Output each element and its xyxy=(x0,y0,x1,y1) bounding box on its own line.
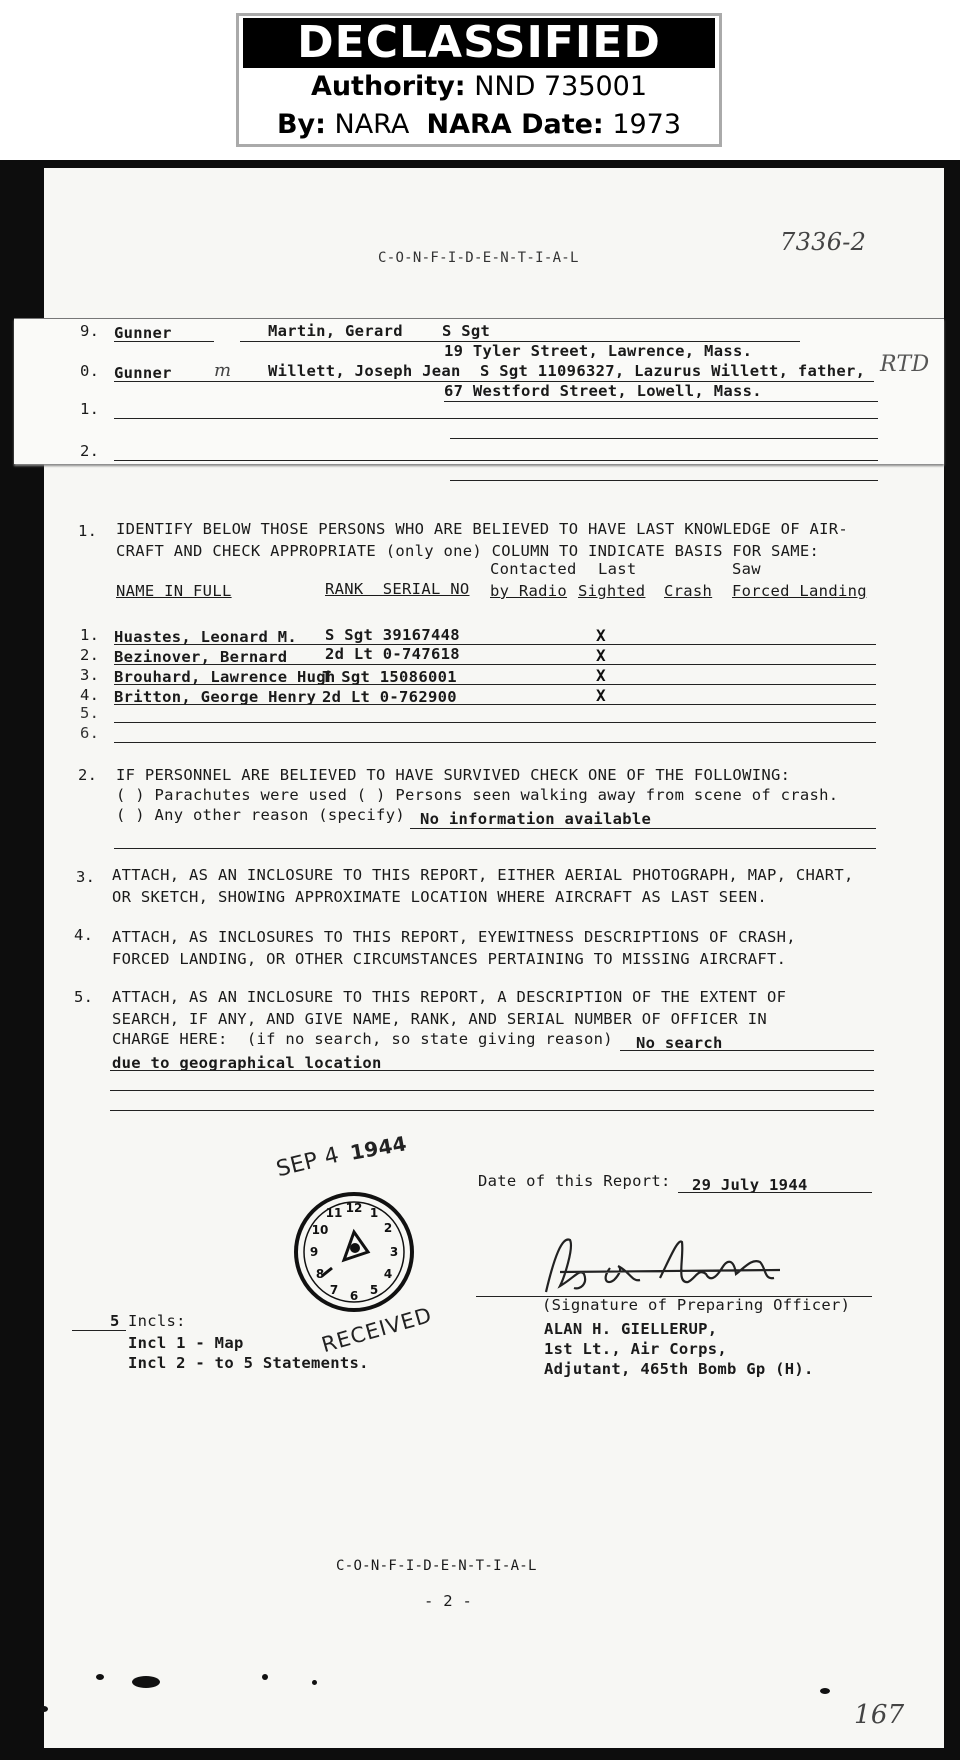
handwritten-page-number: 167 xyxy=(854,1700,905,1730)
rule xyxy=(114,644,876,645)
officer-signature xyxy=(540,1228,800,1298)
rule xyxy=(444,401,878,402)
row-num-5: 5. xyxy=(80,704,100,722)
col-radio-top: Contacted xyxy=(490,560,577,578)
scan-speck xyxy=(312,1680,317,1685)
rule xyxy=(114,418,878,419)
section5-line2: SEARCH, IF ANY, AND GIVE NAME, RANK, AND SERIAL NUMBER OF OFFICER IN xyxy=(112,1010,767,1028)
section5-answer1: No search xyxy=(636,1034,723,1052)
rule xyxy=(114,381,874,382)
nara-date-value: 1973 xyxy=(612,109,682,140)
row-rank-4: 2d Lt 0-762900 xyxy=(322,688,457,706)
section5-line1: ATTACH, AS AN INCLOSURE TO THIS REPORT, A DESCRIPTION OF THE EXTENT OF xyxy=(112,988,787,1006)
row-num-3: 3. xyxy=(80,666,100,684)
crew-num-12: 2. xyxy=(80,442,100,460)
rule xyxy=(110,1110,874,1111)
authority-value: NND 735001 xyxy=(474,71,648,102)
incl-count: 5 xyxy=(110,1312,120,1330)
officer-name: ALAN H. GIELLERUP, xyxy=(544,1320,718,1338)
by-label: By: xyxy=(276,109,326,140)
crew-note-10: RTD xyxy=(880,352,930,377)
by-value: NARA xyxy=(334,109,410,140)
rule xyxy=(114,742,876,743)
crew-name-10: Willett, Joseph Jean xyxy=(268,362,461,380)
row-name-1: Huastes, Leonard M. xyxy=(114,628,298,646)
declassified-stamp xyxy=(236,13,722,147)
row-num-4: 4. xyxy=(80,686,100,704)
crew-rank-serial-10: S Sgt 11096327, Lazurus Willett, father, xyxy=(480,362,866,380)
svg-text:6: 6 xyxy=(349,1289,359,1303)
svg-text:1: 1 xyxy=(369,1206,379,1220)
svg-text:9: 9 xyxy=(309,1245,319,1259)
col-radio: by Radio xyxy=(490,582,568,600)
classification-top: C-O-N-F-I-D-E-N-T-I-A-L xyxy=(378,250,579,266)
section1-line1: IDENTIFY BELOW THOSE PERSONS WHO ARE BELIEVED TO HAVE LAST KNOWLEDGE OF AIR- xyxy=(116,520,849,538)
row-name-4: Britton, George Henry xyxy=(114,688,317,706)
section2-line1: IF PERSONNEL ARE BELIEVED TO HAVE SURVIVED CHECK ONE OF THE FOLLOWING: xyxy=(116,766,791,784)
col-forced: Forced Landing xyxy=(732,582,867,600)
scan-speck xyxy=(132,1676,160,1688)
section4-line2: FORCED LANDING, OR OTHER CIRCUMSTANCES PERTAINING TO MISSING AIRCRAFT. xyxy=(112,950,787,968)
col-sighted-top: Last xyxy=(598,560,637,578)
section2-line3: ( ) Any other reason (specify) xyxy=(116,806,405,824)
svg-text:11: 11 xyxy=(325,1206,343,1220)
received-date: SEP 4 xyxy=(273,1142,342,1183)
row-num-6: 6. xyxy=(80,724,100,742)
svg-text:3: 3 xyxy=(389,1245,399,1259)
rule xyxy=(678,1192,872,1193)
svg-text:7: 7 xyxy=(329,1283,339,1297)
svg-text:4: 4 xyxy=(383,1267,393,1281)
row-mark-2: X xyxy=(596,646,606,665)
section4-num: 4. xyxy=(74,926,94,944)
section2-answer: No information available xyxy=(420,810,652,828)
section5-answer2: due to geographical location xyxy=(112,1054,382,1072)
scan-speck xyxy=(820,1688,830,1694)
section3-line2: OR SKETCH, SHOWING APPROXIMATE LOCATION WHERE AIRCRAFT AS LAST SEEN. xyxy=(112,888,767,906)
received-year: 1944 xyxy=(348,1131,409,1165)
received-word: RECEIVED xyxy=(318,1302,435,1358)
incl-2: Incl 2 - to 5 Statements. xyxy=(128,1354,369,1372)
authority-line xyxy=(239,68,719,106)
rule xyxy=(114,341,214,342)
rule xyxy=(240,341,800,342)
row-mark-3: X xyxy=(596,666,606,685)
col-forced-top: Saw xyxy=(732,560,761,578)
section2-num: 2. xyxy=(78,766,98,784)
rule xyxy=(110,1090,874,1091)
crew-num-10: 0. xyxy=(80,362,100,380)
row-name-3: Brouhard, Lawrence Hugh xyxy=(114,668,336,686)
rule xyxy=(620,1050,874,1051)
crew-rank-9: S Sgt xyxy=(442,322,491,340)
handwritten-file-number: 7336-2 xyxy=(780,228,867,256)
scan-speck xyxy=(262,1674,268,1680)
incl-1: Incl 1 - Map xyxy=(128,1334,244,1352)
rule xyxy=(114,722,876,723)
section1-num: 1. xyxy=(78,522,98,540)
clock-stamp-icon xyxy=(292,1190,416,1314)
rule xyxy=(410,828,876,829)
rule xyxy=(72,1330,126,1331)
signature-caption: (Signature of Preparing Officer) xyxy=(542,1296,851,1314)
rule xyxy=(114,684,876,685)
crew-position-9: Gunner xyxy=(114,324,172,342)
officer-title: Adjutant, 465th Bomb Gp (H). xyxy=(544,1360,814,1378)
rule xyxy=(110,1070,874,1071)
classification-bottom: C-O-N-F-I-D-E-N-T-I-A-L xyxy=(336,1558,537,1574)
col-sighted: Sighted xyxy=(578,582,646,600)
section3-line1: ATTACH, AS AN INCLOSURE TO THIS REPORT, EITHER AERIAL PHOTOGRAPH, MAP, CHART, xyxy=(112,866,854,884)
by-line xyxy=(239,106,719,144)
page-number: - 2 - xyxy=(424,1592,473,1610)
row-name-2: Bezinover, Bernard xyxy=(114,648,288,666)
row-mark-4: X xyxy=(596,686,606,705)
section3-num: 3. xyxy=(76,868,96,886)
declassified-title: DECLASSIFIED xyxy=(243,18,715,68)
row-mark-1: X xyxy=(596,626,606,645)
crew-name-9: Martin, Gerard xyxy=(268,322,403,340)
scan-speck xyxy=(96,1674,104,1680)
crew-num-11: 1. xyxy=(80,400,100,418)
svg-text:12: 12 xyxy=(345,1201,363,1215)
crew-num-9: 9. xyxy=(80,322,100,340)
crew-address-10: 67 Westford Street, Lowell, Mass. xyxy=(444,382,762,400)
crew-position-10: Gunner xyxy=(114,364,172,382)
incl-label: Incls: xyxy=(128,1312,186,1330)
crew-mark-10: m xyxy=(214,360,232,381)
row-num-2: 2. xyxy=(80,646,100,664)
col-crash: Crash xyxy=(664,582,713,600)
rule xyxy=(450,480,878,481)
row-rank-1: S Sgt 39167448 xyxy=(325,626,460,644)
nara-date-label: NARA Date: xyxy=(426,109,604,140)
section5-num: 5. xyxy=(74,988,94,1006)
row-num-1: 1. xyxy=(80,626,100,644)
scan-speck xyxy=(40,1706,48,1712)
rule xyxy=(114,664,876,665)
col-rank-serial: RANK SERIAL NO xyxy=(325,580,470,598)
row-rank-3: T Sgt 15086001 xyxy=(322,668,457,686)
rule xyxy=(114,460,878,461)
col-name: NAME IN FULL xyxy=(116,582,232,600)
svg-text:5: 5 xyxy=(369,1283,379,1297)
svg-text:2: 2 xyxy=(383,1221,393,1235)
rule xyxy=(450,438,878,439)
section5-line3: CHARGE HERE: (if no search, so state giving reason) xyxy=(112,1030,613,1048)
officer-rank: 1st Lt., Air Corps, xyxy=(544,1340,728,1358)
rule xyxy=(114,848,876,849)
section4-line1: ATTACH, AS INCLOSURES TO THIS REPORT, EYEWITNESS DESCRIPTIONS OF CRASH, xyxy=(112,928,796,946)
report-date-label: Date of this Report: xyxy=(478,1172,671,1190)
crew-address-9: 19 Tyler Street, Lawrence, Mass. xyxy=(444,342,753,360)
section2-line2: ( ) Parachutes were used ( ) Persons seen walking away from scene of crash. xyxy=(116,786,839,804)
row-rank-2: 2d Lt 0-747618 xyxy=(325,645,460,663)
svg-text:10: 10 xyxy=(311,1223,329,1237)
authority-label: Authority: xyxy=(310,71,466,102)
report-date-value: 29 July 1944 xyxy=(692,1176,808,1194)
rule xyxy=(114,704,876,705)
section1-line2: CRAFT AND CHECK APPROPRIATE (only one) COLUMN TO INDICATE BASIS FOR SAME: xyxy=(116,542,820,560)
svg-text:8: 8 xyxy=(315,1267,325,1281)
